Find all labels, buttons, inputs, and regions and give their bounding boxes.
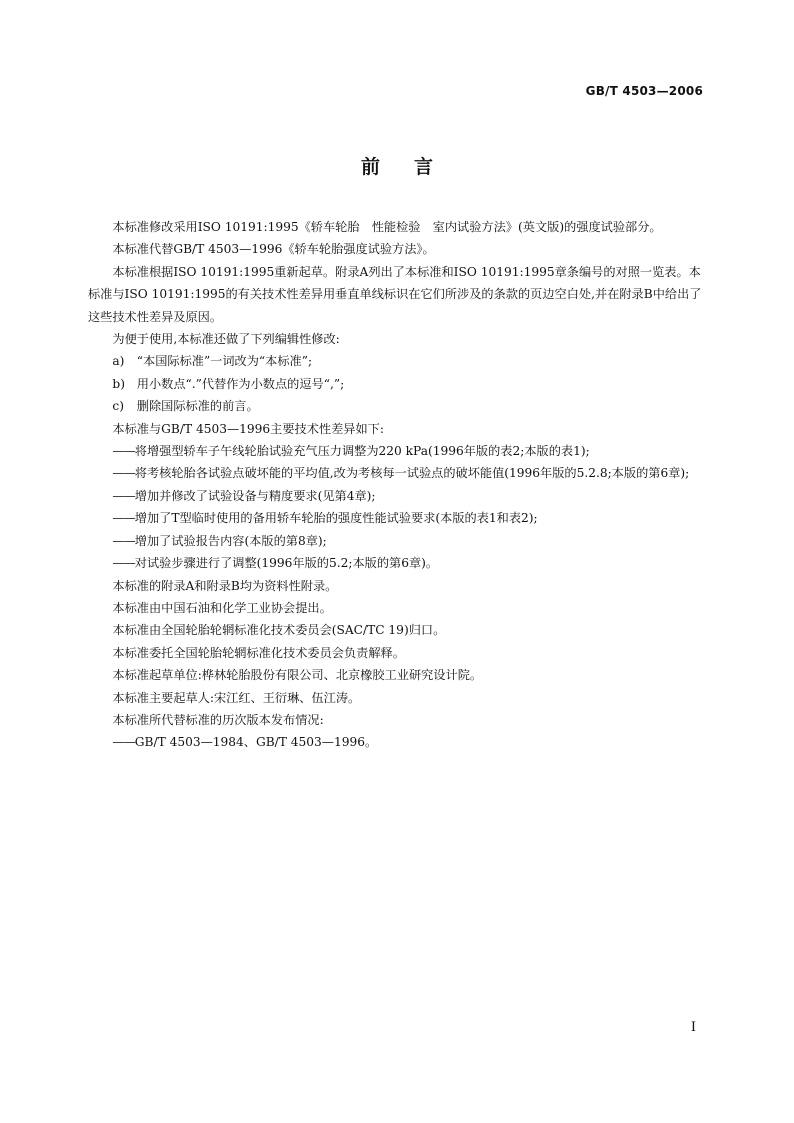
paragraph: 本标准所代替标准的历次版本发布情况:: [112, 712, 324, 727]
list-text: 删除国际标准的前言。: [136, 399, 259, 414]
dash-marker: ——: [112, 444, 135, 459]
paragraph: 本标准与GB/T 4503—1996主要技术性差异如下:: [112, 421, 384, 436]
paragraph: 本标准代替GB/T 4503—1996《轿车轮胎强度试验方法》。: [112, 242, 435, 257]
standard-code: GB/T 4503—2006: [585, 84, 703, 98]
dash-item: [112, 485, 708, 507]
list-marker: b): [112, 376, 125, 391]
list-text: 用小数点“.”代替作为小数点的逗号“,”;: [136, 376, 345, 391]
dash-text: 增加了试验报告内容(本版的第8章);: [134, 533, 327, 548]
dash-text: 将考核轮胎各试验点破坏能的平均值,改为考核每一试验点的破坏能值(1996年版的5.2.8;本版的第6章);: [134, 466, 690, 481]
list-item: [88, 395, 708, 417]
foreword-body: [88, 216, 708, 754]
dash-item: [112, 731, 708, 753]
list-marker: a): [112, 354, 125, 369]
dash-item: [112, 462, 708, 484]
page-number: I: [690, 1020, 696, 1035]
dash-marker: ——: [112, 533, 135, 548]
paragraph: 本标准的附录A和附录B均为资料性附录。: [112, 578, 338, 593]
paragraph: 本标准委托全国轮胎轮辋标准化技术委员会负责解释。: [112, 645, 405, 660]
dash-text: 增加了T型临时使用的备用轿车轮胎的强度性能试验要求(本版的表1和表2);: [134, 511, 538, 526]
dash-item: [112, 530, 708, 552]
dash-text: GB/T 4503—1984、GB/T 4503—1996。: [134, 735, 378, 750]
list-item: [88, 373, 708, 395]
paragraph: 本标准主要起草人:宋江红、王衍琳、伍江涛。: [112, 690, 361, 705]
paragraph: 本标准起草单位:桦林轮胎股份有限公司、北京橡胶工业研究设计院。: [112, 668, 483, 683]
dash-marker: ——: [112, 735, 135, 750]
dash-marker: ——: [112, 511, 135, 526]
dash-marker: ——: [112, 556, 135, 571]
dash-marker: ——: [112, 488, 135, 503]
paragraph: 本标准修改采用ISO 10191:1995《轿车轮胎 性能检验 室内试验方法》(英文版)的强度试验部分。: [112, 220, 662, 234]
dash-text: 将增强型轿车子午线轮胎试验充气压力调整为220 kPa(1996年版的表2;本版的表1);: [134, 444, 590, 459]
page-title: 前言: [360, 156, 467, 178]
dash-item: [112, 507, 708, 529]
list-item: [88, 350, 708, 372]
dash-marker: ——: [112, 466, 135, 481]
list-text: “本国际标准”一词改为“本标准”;: [136, 354, 313, 369]
dash-item: [112, 552, 708, 574]
dash-item: [112, 440, 708, 462]
list-marker: c): [112, 399, 124, 414]
paragraph: 为便于使用,本标准还做了下列编辑性修改:: [112, 332, 340, 347]
dash-text: 增加并修改了试验设备与精度要求(见第4章);: [134, 488, 376, 503]
paragraph: 本标准根据ISO 10191:1995重新起草。附录A列出了本标准和ISO 10191:1995章条编号的对照一览表。本标准与ISO 10191:1995的有关技术性差异用垂直单线标识在它们所涉及的条款的页边空白处,并在附录B中给出了这些技术性差异及原因。: [88, 264, 702, 324]
paragraph: 本标准由全国轮胎轮辋标准化技术委员会(SAC/TC 19)归口。: [112, 623, 446, 638]
paragraph: 本标准由中国石油和化学工业协会提出。: [112, 600, 332, 615]
dash-text: 对试验步骤进行了调整(1996年版的5.2;本版的第6章)。: [134, 556, 439, 571]
